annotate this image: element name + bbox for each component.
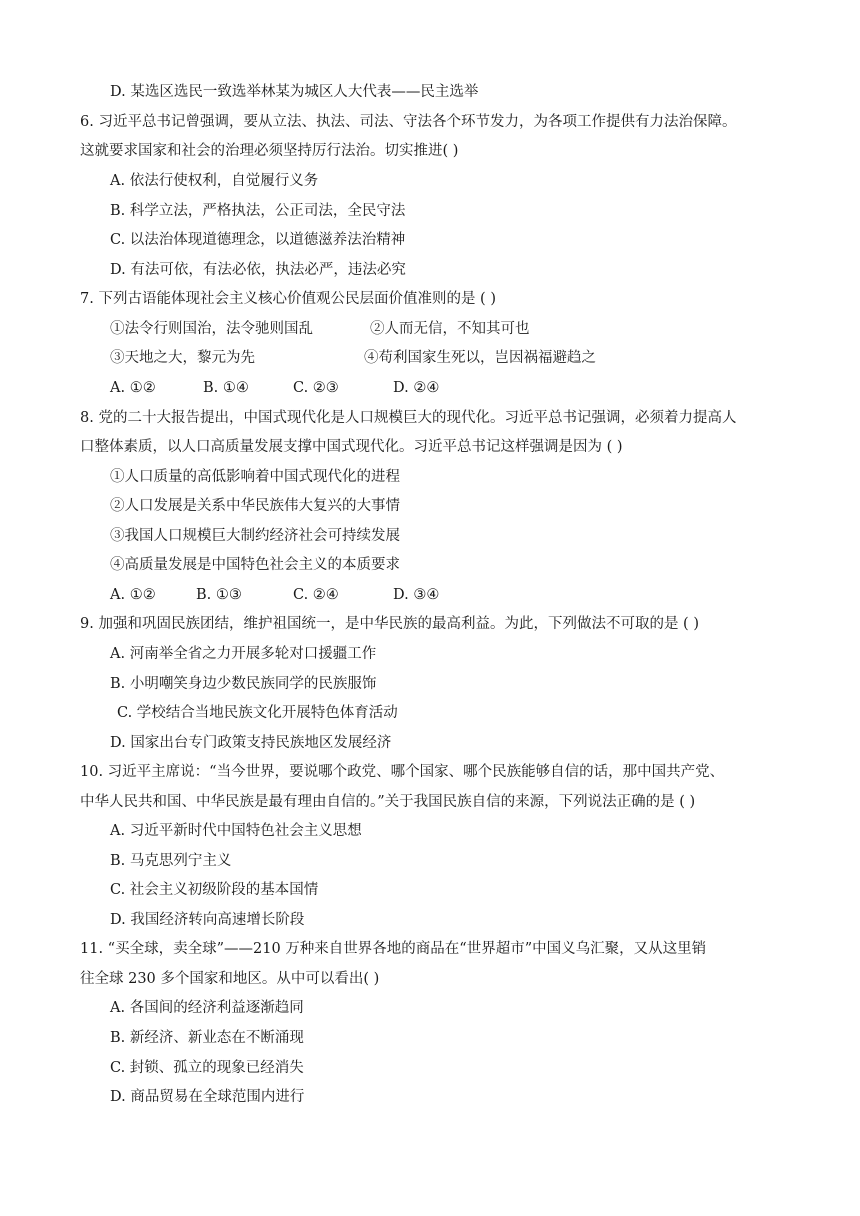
q11-option-d: D. 商品贸易在全球范围内进行 <box>110 1089 305 1105</box>
q7-statement-1: ①法令行则国治，法令驰则国乱 <box>110 321 313 337</box>
q6-stem-line1: 6. 习近平总书记曾强调，要从立法、执法、司法、守法各个环节发力，为各项工作提供有力法治保障。 <box>80 114 737 130</box>
q7-statement-2: ②人而无信，不知其可也 <box>370 321 530 337</box>
q7-statement-4: ④苟利国家生死以，岂因祸福避趋之 <box>364 350 596 366</box>
q6-option-d: D. 有法可依，有法必依，执法必严，违法必究 <box>110 262 406 278</box>
q9-stem: 9. 加强和巩固民族团结，维护祖国统一，是中华民族的最高利益。为此，下列做法不可取的是 ( ) <box>80 616 699 632</box>
q8-statement-3: ③我国人口规模巨大制约经济社会可持续发展 <box>110 528 400 544</box>
q11-stem-line2: 往全球 230 多个国家和地区。从中可以看出( ) <box>80 971 380 987</box>
q9-option-b: B. 小明嘲笑身边少数民族同学的民族服饰 <box>110 676 377 692</box>
q10-option-c: C. 社会主义初级阶段的基本国情 <box>110 882 319 898</box>
q8-option-d: D. ③④ <box>393 587 440 603</box>
q8-statement-2: ②人口发展是关系中华民族伟大复兴的大事情 <box>110 498 400 514</box>
q7-statement-3: ③天地之大，黎元为先 <box>110 350 255 366</box>
q11-option-c: C. 封锁、孤立的现象已经消失 <box>110 1060 304 1076</box>
q10-stem-line2: 中华人民共和国、中华民族是最有理由自信的。”关于我国民族自信的来源，下列说法正确的是 ( ) <box>80 794 696 810</box>
q8-option-c: C. ②④ <box>293 587 339 603</box>
q11-option-a: A. 各国间的经济利益逐渐趋同 <box>110 1000 304 1016</box>
q7-stem: 7. 下列古语能体现社会主义核心价值观公民层面价值准则的是 ( ) <box>80 291 496 307</box>
q7-option-b: B. ①④ <box>203 380 249 396</box>
q9-option-d: D. 国家出台专门政策支持民族地区发展经济 <box>110 735 392 751</box>
q9-option-c: C. 学校结合当地民族文化开展特色体育活动 <box>117 705 398 721</box>
q6-option-b: B. 科学立法，严格执法，公正司法，全民守法 <box>110 203 406 219</box>
q6-option-c: C. 以法治体现道德理念，以道德滋养法治精神 <box>110 232 406 248</box>
q8-option-a: A. ①② <box>110 587 156 603</box>
q7-option-c: C. ②③ <box>293 380 339 396</box>
q10-option-a: A. 习近平新时代中国特色社会主义思想 <box>110 823 362 839</box>
q6-option-a: A. 依法行使权利，自觉履行义务 <box>110 173 319 189</box>
q10-option-d: D. 我国经济转向高速增长阶段 <box>110 912 305 928</box>
q6-stem-line2: 这就要求国家和社会的治理必须坚持厉行法治。切实推进( ) <box>80 143 459 159</box>
q9-option-a: A. 河南举全省之力开展多轮对口援疆工作 <box>110 646 377 662</box>
q8-stem-line1: 8. 党的二十大报告提出，中国式现代化是人口规模巨大的现代化。习近平总书记强调，必须着力提高人 <box>80 410 737 426</box>
q11-stem-line1: 11. “买全球，卖全球”——210 万种来自世界各地的商品在“世界超市”中国义乌汇聚，又从这里销 <box>80 941 707 957</box>
q7-option-a: A. ①② <box>110 380 156 396</box>
q5-option-d: D. 某选区选民一致选举林某为城区人大代表——民主选举 <box>110 84 479 100</box>
q11-option-b: B. 新经济、新业态在不断涌现 <box>110 1030 304 1046</box>
q10-option-b: B. 马克思列宁主义 <box>110 853 232 869</box>
q10-stem-line1: 10. 习近平主席说：“当今世界，要说哪个政党、哪个国家、哪个民族能够自信的话，那中国共产党、 <box>80 764 725 780</box>
q8-option-b: B. ①③ <box>196 587 242 603</box>
q8-statement-1: ①人口质量的高低影响着中国式现代化的进程 <box>110 469 400 485</box>
q8-stem-line2: 口整体素质，以人口高质量发展支撑中国式现代化。习近平总书记这样强调是因为 ( ) <box>80 439 623 455</box>
q8-statement-4: ④高质量发展是中国特色社会主义的本质要求 <box>110 557 400 573</box>
q7-option-d: D. ②④ <box>393 380 440 396</box>
